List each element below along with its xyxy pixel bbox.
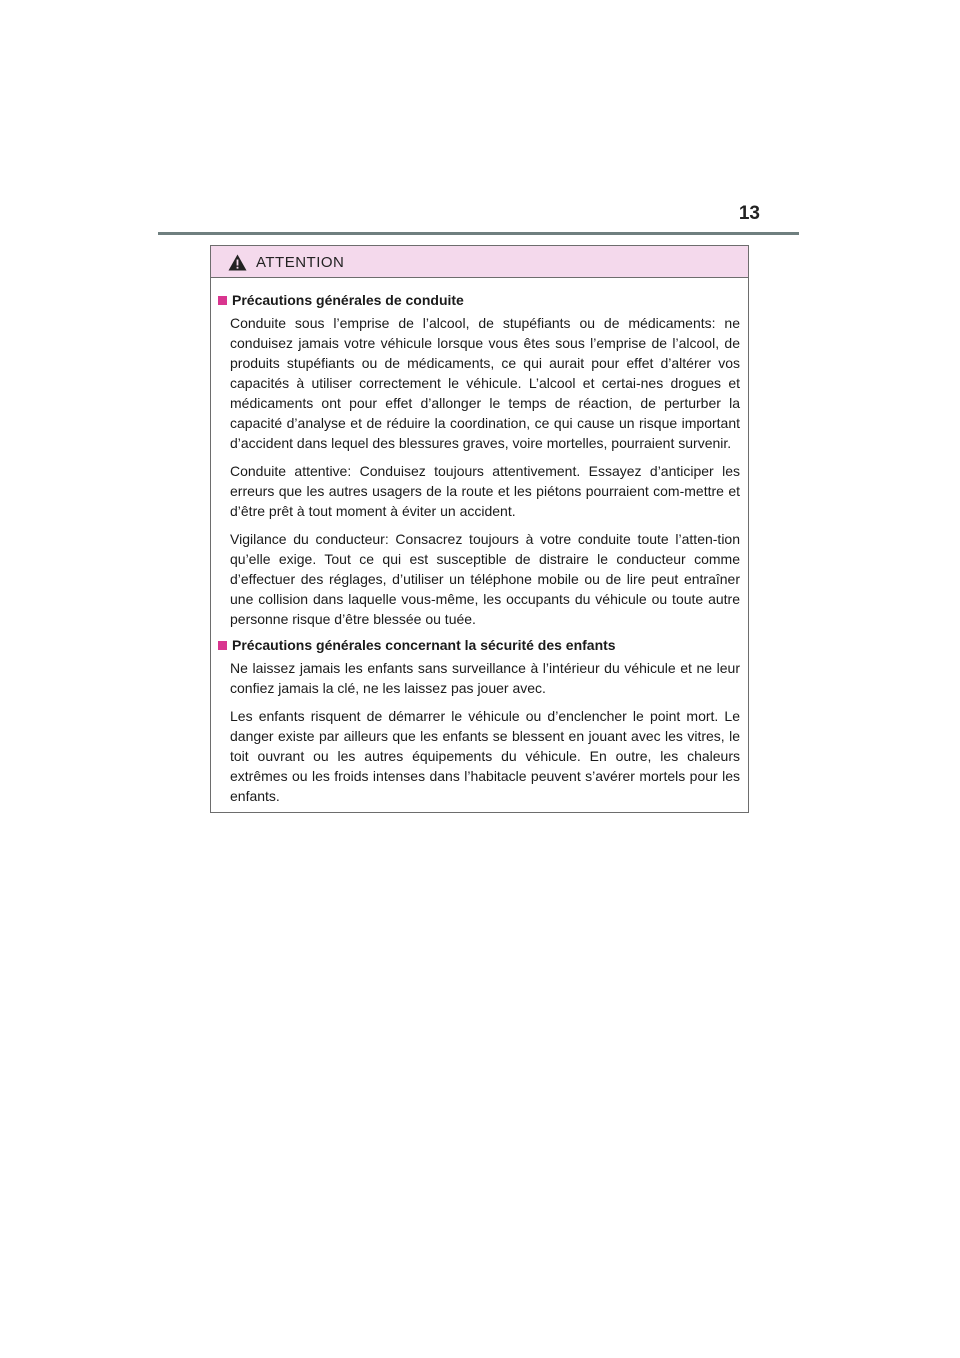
- section-child-safety: [218, 635, 740, 806]
- caution-title: ATTENTION: [256, 254, 345, 271]
- paragraph: Conduite attentive: Conduisez toujours attentivement. Essayez d’anticiper les erreurs que les autres usagers de la route et les piétons pourraient com-mettre et d’être prêt à tout moment à éviter un accident.: [230, 463, 740, 519]
- paragraph: Ne laissez jamais les enfants sans surveillance à l’intérieur du véhicule et ne leur confiez jamais la clé, ne les laissez pas jouer avec.: [230, 660, 740, 696]
- header-rule: [158, 232, 799, 235]
- section-heading-text: Précautions générales de conduite: [232, 292, 464, 308]
- paragraph: Les enfants risquent de démarrer le véhicule ou d’enclencher le point mort. Le danger existe par ailleurs que les enfants se blessent en jouant avec les vitres, le toit ouvrant ou les autres équipements du véhicule. En outre, les chaleurs extrêmes ou les froids intenses dans l’habitacle peuvent s’avérer mortels pour les enfants.: [230, 708, 740, 804]
- section-heading: [218, 290, 740, 310]
- paragraph: Conduite sous l’emprise de l’alcool, de stupéfiants ou de médicaments: ne conduisez jamais votre véhicule lorsque vous êtes sous l’emprise de l’alcool, de produits stupéfiants ou de médicaments, ce qui aurait pour effet d’altérer vos capacités à utiliser correctement le véhicule. L’alcool et certai-nes drogues et médicaments ont pour effet d’allonger le temps de réaction, de perturber la capacité d’analyse et de réduire la coordination, ce qui cause un risque important d’accident dans lequel des blessures graves, voire mortelles, pourraient survenir.: [230, 315, 740, 451]
- square-bullet-icon: [218, 296, 227, 305]
- section-heading-text: Précautions générales concernant la sécurité des enfants: [232, 637, 616, 653]
- section-heading: [218, 635, 740, 655]
- caution-header: [211, 246, 748, 278]
- section-general-driving: [218, 290, 740, 629]
- warning-triangle-icon: [228, 254, 247, 271]
- page-number: 13: [738, 203, 760, 224]
- square-bullet-icon: [218, 641, 227, 650]
- caution-box: [210, 245, 749, 813]
- paragraph: Vigilance du conducteur: Consacrez toujours à votre conduite toute l’atten-tion qu’elle exige. Tout ce qui est susceptible de distraire le conducteur comme d’effectuer des réglages, d’utiliser un téléphone mobile ou de lire peut entraîner une collision dans laquelle vous-même, les occupants du véhicule ou toute autre personne risque d’être blessée ou tuée.: [230, 531, 740, 627]
- caution-body: [211, 278, 748, 806]
